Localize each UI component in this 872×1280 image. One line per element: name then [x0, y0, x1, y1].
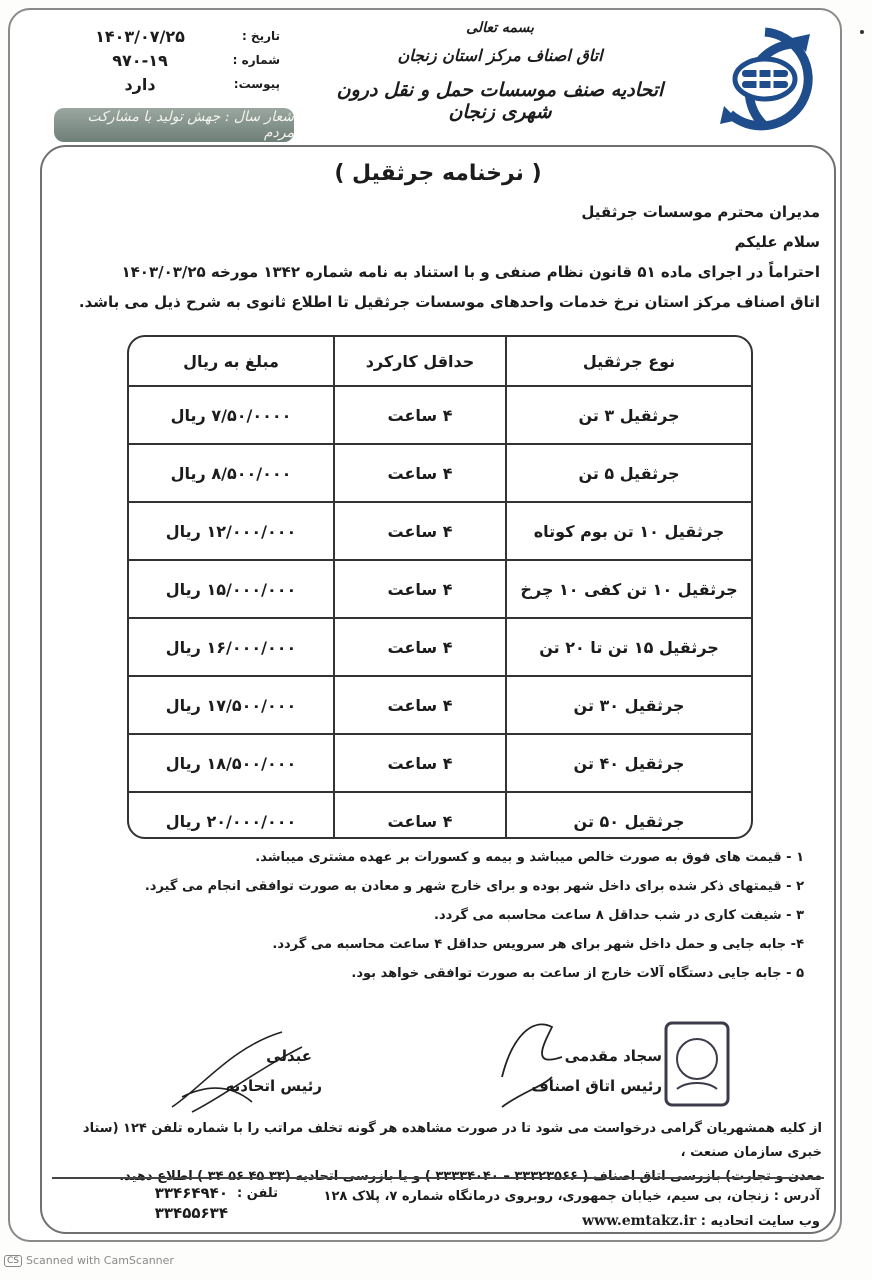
table-row [129, 387, 751, 445]
footer-divider [52, 1177, 824, 1179]
price: ۱۵/۰۰۰/۰۰۰ ریال [165, 579, 297, 599]
meta-date-label: تاریخ : [241, 29, 280, 43]
meta-number-label: شماره : [232, 53, 280, 67]
min-work: ۴ ساعت [333, 619, 505, 675]
meta-date-value: ۱۴۰۳/۰۷/۲۵ [95, 26, 185, 46]
union-logo-icon [710, 24, 820, 134]
table-header-row [129, 337, 751, 387]
website-link[interactable]: www.emtakz.ir [582, 1213, 697, 1229]
signature-union-head [162, 1027, 322, 1117]
price: ۱۶/۰۰۰/۰۰۰ ریال [165, 637, 297, 657]
crane-type: جرثقیل ۵ تن [505, 445, 751, 501]
note-item: ۵ - جابه جایی دستگاه آلات خارج از ساعت به صورت توافقی خواهد بود. [351, 966, 804, 981]
note-item: ۲ - قیمتهای ذکر شده برای داخل شهر بوده و برای خارج شهر و معادن به صورت توافقی انجام می گیرد. [144, 879, 804, 894]
table-row [129, 735, 751, 793]
letter-body [40, 145, 836, 1234]
price: ۱۲/۰۰۰/۰۰۰ ریال [165, 521, 297, 541]
footer-address [300, 1185, 820, 1234]
table-row [129, 445, 751, 503]
crane-type: جرثقیل ۴۰ تن [505, 735, 751, 791]
meta-attachment-value: دارد [124, 74, 156, 94]
crane-type: جرثقیل ۵۰ تن [505, 793, 751, 839]
meta-number [70, 48, 280, 72]
table-row [129, 561, 751, 619]
min-work: ۴ ساعت [333, 503, 505, 559]
price: ۱۸/۵۰۰/۰۰۰ ریال [165, 753, 297, 773]
greeting: سلام علیکم [734, 233, 820, 251]
signature-title: رئیس اتاق اصناف [531, 1077, 662, 1095]
salutation: مدیران محترم موسسات جرثقیل [581, 203, 820, 221]
table-row [129, 793, 751, 839]
intro-line-1: احتراماً در اجرای ماده ۵۱ قانون نظام صنفی و با استناد به نامه شماره ۱۳۴۲ مورخه ۱۴۰۳/۰۳/۲۵ [121, 263, 820, 281]
official-stamp-icon [662, 1019, 732, 1109]
min-work: ۴ ساعت [333, 445, 505, 501]
phone-label: تلفن : [237, 1185, 278, 1201]
crane-type: جرثقیل ۱۰ تن کفی ۱۰ چرخ [505, 561, 751, 617]
letterhead [10, 10, 836, 140]
meta-number-value: ۹۷۰-۱۹ [112, 50, 168, 70]
min-work: ۴ ساعت [333, 735, 505, 791]
crane-type: جرثقیل ۱۵ تن تا ۲۰ تن [505, 619, 751, 675]
address-text: آدرس : زنجان، بی سیم، خیابان جمهوری، روبروی درمانگاه شماره ۷، پلاک ۱۲۸ [323, 1189, 820, 1204]
basmala: بسمه تعالی [466, 20, 534, 36]
letter-meta [70, 24, 280, 96]
rate-table [127, 335, 753, 839]
table-row [129, 503, 751, 561]
price: ۸/۵۰۰/۰۰۰ ریال [170, 463, 292, 483]
phone-row [58, 1183, 278, 1203]
header-price: مبلغ به ریال [183, 351, 279, 371]
phone-row [58, 1203, 278, 1223]
letter-paragraphs [50, 197, 820, 317]
website-label: وب سایت اتحادیه : [700, 1214, 820, 1229]
min-work: ۴ ساعت [333, 387, 505, 443]
phone-number: ۳۳۴۵۵۶۳۴ [154, 1204, 228, 1222]
min-work: ۴ ساعت [333, 677, 505, 733]
price: ۷/۵۰/۰۰۰۰ ریال [170, 405, 292, 425]
crane-type: جرثقیل ۱۰ تن بوم کوتاه [505, 503, 751, 559]
meta-attachment [70, 72, 280, 96]
org-line-2: اتحادیه صنف موسسات حمل و نقل درون شهری زنجان [336, 79, 664, 123]
price: ۲۰/۰۰۰/۰۰۰ ریال [165, 811, 297, 831]
crane-type: جرثقیل ۳ تن [505, 387, 751, 443]
min-work: ۴ ساعت [333, 793, 505, 839]
signature-title: رئیس اتحادیه [225, 1077, 322, 1095]
note-item: ۱ - قیمت های فوق به صورت خالص میباشد و بیمه و کسورات بر عهده مشتری میباشد. [255, 850, 804, 865]
note-item: ۴- جابه جایی و حمل داخل شهر برای هر سرویس حداقل ۴ ساعت محاسبه می گردد. [272, 937, 804, 952]
min-work: ۴ ساعت [333, 561, 505, 617]
handwritten-signature-icon [162, 1027, 322, 1117]
intro-line-2: اتاق اصناف مرکز استان نرخ خدمات واحدهای موسسات جرثقیل تا اطلاع ثانوی به شرح ذیل می باشد. [78, 293, 820, 311]
org-line-1: اتاق اصناف مرکز استان زنجان [397, 46, 603, 65]
scanner-watermark [4, 1254, 174, 1267]
year-slogan: شعار سال : جهش تولید با مشارکت مردم [54, 108, 294, 142]
meta-attachment-label: پیوست: [233, 77, 280, 91]
notice-line-2: معدن و تجارت) بازرسی اتاق اصناف ( ۳۳۳۲۳۵۶۶ – ۳۳۳۳۴۰۴۰ ) و یا بازرسی اتحادیه (۳۳ ۴۵ ۵۶ ۳۴ ) اطلاع دهید. [119, 1169, 822, 1184]
organization-name [310, 20, 690, 123]
notes-list [64, 843, 804, 988]
website-line [300, 1209, 820, 1234]
camscanner-icon: CS [4, 1255, 22, 1267]
watermark-text: Scanned with CamScanner [26, 1254, 174, 1267]
phone-number: ۳۳۴۶۴۹۴۰ [154, 1184, 228, 1202]
crane-type: جرثقیل ۳۰ تن [505, 677, 751, 733]
edge-mark [860, 30, 864, 34]
signature-name: سجاد مقدمی [564, 1047, 662, 1065]
header-crane-type: نوع جرثقیل [505, 337, 751, 385]
letter-title: ( نرخنامه جرثقیل ) [334, 161, 542, 186]
table-row [129, 677, 751, 735]
signature-name: عبدلی [266, 1047, 312, 1065]
price: ۱۷/۵۰۰/۰۰۰ ریال [165, 695, 297, 715]
header-min-work: حداقل کارکرد [333, 337, 505, 385]
notice-line-1: از کلیه همشهریان گرامی درخواست می شود تا در صورت مشاهده هر گونه تخلف مراتب را با شماره تلفن ۱۲۴ (ستاد خبری سازمان صنعت ، [82, 1121, 822, 1160]
table-row [129, 619, 751, 677]
note-item: ۳ - شیفت کاری در شب حداقل ۸ ساعت محاسبه می گردد. [434, 908, 804, 923]
footer-phones [58, 1183, 278, 1223]
meta-date [70, 24, 280, 48]
